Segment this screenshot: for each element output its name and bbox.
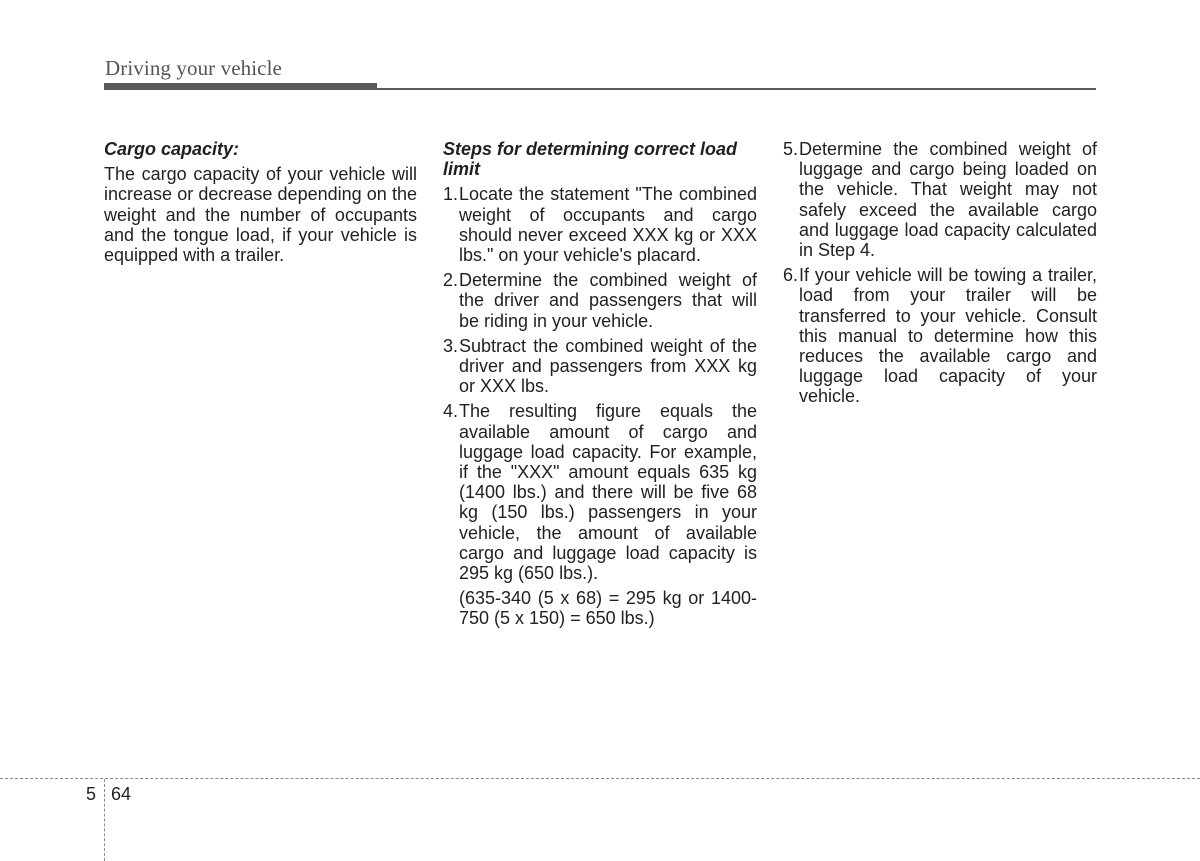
- step-2: [443, 270, 757, 331]
- step-number: 5.: [783, 139, 799, 159]
- section-title: Driving your vehicle: [105, 56, 282, 80]
- footer-dashed-divider: [104, 779, 105, 861]
- step-3: [443, 336, 757, 397]
- step-number: 1.: [443, 184, 459, 205]
- step-number: 6.: [783, 265, 799, 286]
- column-2: [443, 139, 757, 629]
- footer-dashed-rule: [0, 778, 1200, 779]
- step-text: If your vehicle will be towing a trailer, load from your trailer will be transferred to your vehicle. Consult this manual to determine how this reduces the available cargo and luggage load capacity of your vehicle.: [799, 265, 1097, 407]
- step-number: 2.: [443, 270, 459, 291]
- page-number: 64: [111, 784, 132, 804]
- step-text: Locate the statement "The combined weight of occupants and cargo should never exceed XXX kg or XXX lbs." on your vehicle's placard.: [459, 184, 757, 266]
- step-number: 3.: [443, 335, 459, 356]
- header-rule-thin: [104, 88, 1096, 90]
- step-text: Determine the combined weight of luggage and cargo being loaded on the vehicle. That weight may not safely exceed the available cargo and luggage load capacity calculated in Step 4.: [799, 139, 1097, 261]
- example-formula: (635-340 (5 x 68) = 295 kg or 1400-750 (5 x 150) = 650 lbs.): [459, 588, 757, 629]
- steps-heading: Steps for determining correct load limit: [443, 139, 738, 180]
- column-3: [783, 139, 1097, 412]
- step-5: [783, 139, 1097, 260]
- step-6: [783, 265, 1097, 406]
- step-1: [443, 184, 757, 265]
- steps-list: [443, 184, 757, 583]
- step-text: Subtract the combined weight of the driver and passengers from XXX kg or XXX lbs.: [459, 335, 757, 397]
- chapter-number: 5: [86, 784, 97, 804]
- step-text: Determine the combined weight of the driver and passengers that will be riding in your vehicle.: [459, 270, 757, 331]
- cargo-capacity-body: The cargo capacity of your vehicle will increase or decrease depending on the weight and the number of occupants and the tongue load, if your vehicle is equipped with a trailer.: [104, 164, 417, 266]
- steps-list-continued: [783, 139, 1097, 407]
- step-number: 4.: [443, 401, 459, 422]
- step-text: The resulting figure equals the available amount of cargo and luggage load capacity. For example, if the "XXX" amount equals 635 kg (1400 lbs.) and there will be five 68 kg (150 lbs.) passengers in your vehicle, the amount of available cargo and luggage load capacity is 295 kg (650 lbs.).: [459, 401, 757, 584]
- column-1: [104, 139, 417, 265]
- cargo-capacity-heading: Cargo capacity:: [104, 139, 240, 159]
- step-4: [443, 401, 757, 583]
